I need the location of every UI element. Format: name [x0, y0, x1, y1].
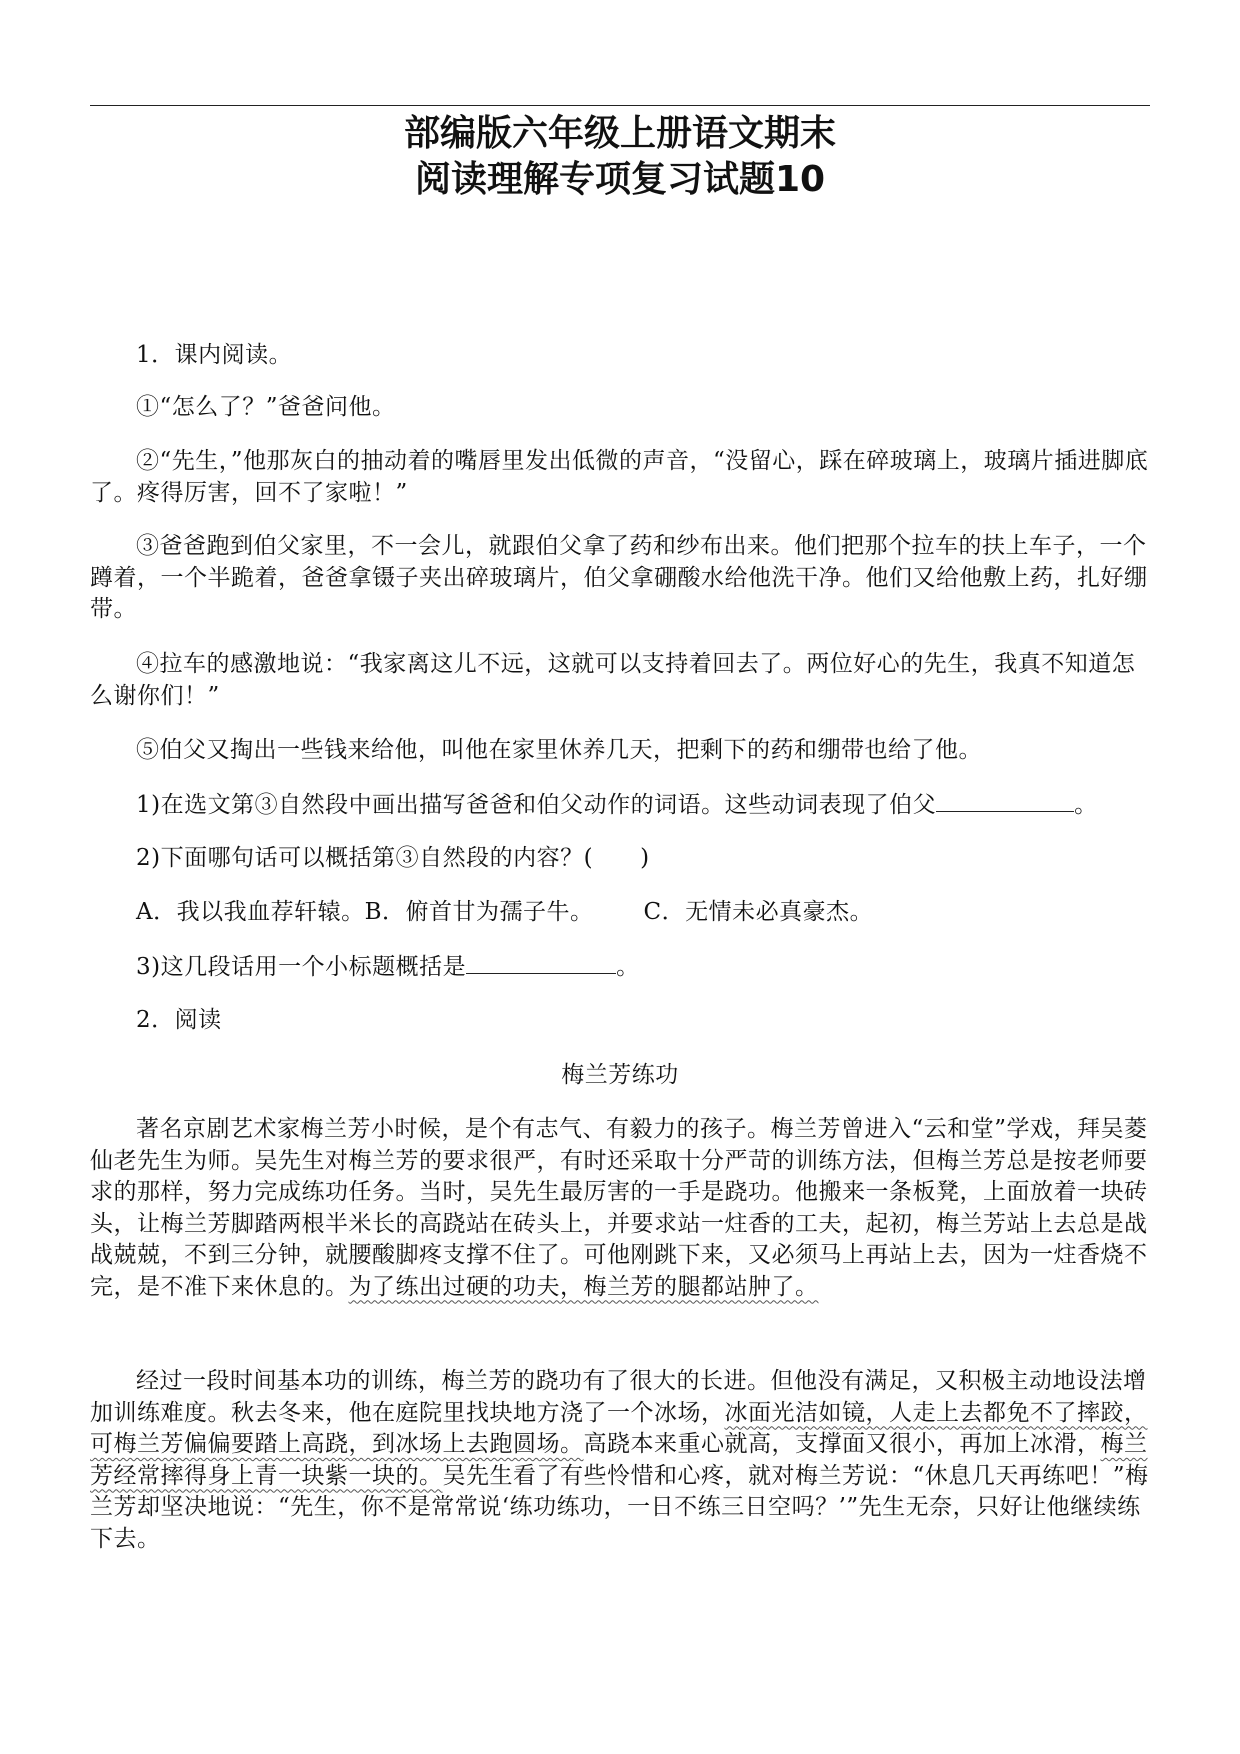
q1-subquestion-3 [90, 951, 1150, 984]
q1-subquestion-3-text: 3)这几段话用一个小标题概括是 [136, 954, 467, 980]
q1-subquestion-2-options [90, 897, 1150, 929]
q1-paragraph-5: ⑤伯父又掏出一些钱来给他，叫他在家里休养几天，把剩下的药和绷带也给了他。 [136, 737, 982, 763]
wavy-underlined-sentence-1: 为了练出过硬的功夫，梅兰芳的腿都站肿了。 [348, 1273, 819, 1300]
option-c: C．无情未必真豪杰。 [643, 899, 874, 925]
page-title: 部编版六年级上册语文期末 [403, 113, 836, 154]
answer-blank-2[interactable] [466, 951, 616, 974]
wavy-underlined-sentence-3: 梅兰芳经常摔得身上青一块紫一块的。 [90, 1431, 1148, 1489]
answer-blank-1[interactable] [936, 789, 1074, 812]
header-rule [90, 105, 1150, 106]
q2-paragraph-2-text-a: 经过一段时间基本功的训练，梅兰芳的跷功有了很大的长进。但他没有满足，又积极主动地设法增加训练难度。秋去冬来，他在庭院里找块地方浇了一个冰场， [90, 1368, 1147, 1426]
q2-label: 2．阅读 [136, 1007, 222, 1033]
q2-paragraph-1-text: 著名京剧艺术家梅兰芳小时候，是个有志气、有毅力的孩子。梅兰芳曾进入“云和堂”学戏，拜吴菱仙老先生为师。吴先生对梅兰芳的要求很严，有时还采取十分严苛的训练方法，但梅兰芳总是按老师要求的那样，努力完成练功任务。当时，吴先生最厉害的一手是跷功。他搬来一条板凳，上面放着一块砖头，让梅兰芳脚踏两根半米长的高跷站在砖头上，并要求站一炷香的工夫，起初，梅兰芳站上去总是战战兢兢，不到三分钟，就腰酸脚疼支撑不住了。可他刚跳下来，又必须马上再站上去，因为一炷香烧不完，是不准下来休息的。 [90, 1116, 1148, 1300]
q1-paragraph-3: ③爸爸跑到伯父家里，不一会儿，就跟伯父拿了药和纱布出来。他们把那个拉车的扶上车子，一个蹲着，一个半跪着，爸爸拿镊子夹出碎玻璃片，伯父拿硼酸水给他洗干净。他们又给他敷上药，扎好绷带。 [90, 533, 1148, 622]
q1-subquestion-1 [90, 789, 1150, 822]
q1-label: 1．课内阅读。 [136, 342, 293, 368]
option-a: A．我以我血荐轩辕。 [136, 899, 365, 925]
page-subtitle: 阅读理解专项复习试题10 [414, 159, 826, 200]
wavy-underlined-sentence-2: 冰面光洁如镜，人走上去都免不了摔跤，可梅兰芳偏偏要踏上高跷，到冰场上去跑圆场。 [90, 1399, 1148, 1457]
q1-paragraph-2: ②“先生，”他那灰白的抽动着的嘴唇里发出低微的声音，“没留心，踩在碎玻璃上，玻璃片插进脚底了。疼得厉害，回不了家啦！” [90, 448, 1149, 506]
q2-paragraph-2 [90, 1366, 1150, 1555]
option-b: B．俯首甘为孺子牛。 [364, 899, 594, 925]
q1-subquestion-3-end: 。 [616, 954, 640, 980]
article-title: 梅兰芳练功 [561, 1062, 679, 1088]
q2-paragraph-2-text-c: 吴先生看了有些怜惜和心疼，就对梅兰芳说：“休息几天再练吧！”梅兰芳却坚决地说：“先生，你不是常常说‘练功练功，一日不练三日空吗？’”先生无奈，只好让他继续练下去。 [90, 1462, 1149, 1552]
q1-subquestion-1-end: 。 [1074, 792, 1098, 818]
q1-subquestion-2: 2)下面哪句话可以概括第③自然段的内容？( ) [136, 845, 650, 871]
q1-paragraph-1: ①“怎么了？”爸爸问他。 [136, 394, 396, 420]
q2-paragraph-2-text-b: 高跷本来重心就高，支撑面又很小，再加上冰滑， [583, 1431, 1101, 1457]
q2-paragraph-1 [90, 1114, 1150, 1303]
q1-paragraph-4: ④拉车的感激地说：“我家离这儿不远，这就可以支持着回去了。两位好心的先生，我真不知道怎么谢你们！” [90, 651, 1136, 709]
q1-subquestion-1-text: 1)在选文第③自然段中画出描写爸爸和伯父动作的词语。这些动词表现了伯父 [136, 792, 937, 818]
